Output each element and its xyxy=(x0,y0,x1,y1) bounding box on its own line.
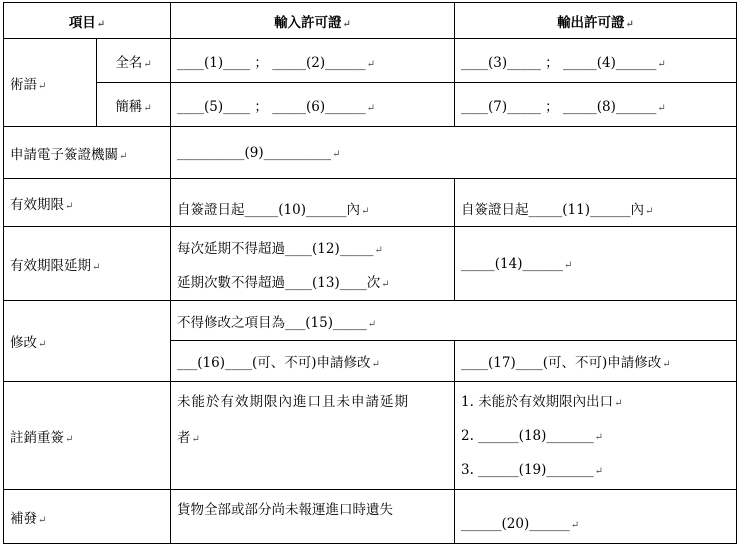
extension-export: _____(14)______↵ xyxy=(455,227,737,301)
abbr-export: ____(7)_____ ； _____(8)______↵ xyxy=(455,83,737,127)
cancel-export xyxy=(455,382,737,490)
cancel-export-item-1: 1. 未能於有效期限內出口↵ xyxy=(461,394,623,410)
amend-line1: 不得修改之項目為___(15)_____↵ xyxy=(171,301,737,341)
cancel-import-line2: 者↵ xyxy=(177,430,200,446)
header-row xyxy=(4,3,737,39)
cancel-label: 註銷重簽↵ xyxy=(4,382,171,490)
row-agency xyxy=(4,127,737,179)
reissue-label: 補發↵ xyxy=(4,490,171,544)
header-export: 輸出許可證↵ xyxy=(455,3,737,39)
fullname-label: 全名↵ xyxy=(97,39,171,83)
extension-import xyxy=(171,227,455,301)
reissue-import: 貨物全部或部分尚未報運進口時遺失 xyxy=(171,490,455,544)
cancel-export-item-3: 3. ______(19)_______↵ xyxy=(461,462,604,478)
row-fullname xyxy=(4,39,737,83)
header-import: 輸入許可證↵ xyxy=(171,3,455,39)
row-abbr xyxy=(4,83,737,127)
agency-label: 申請電子簽證機關↵ xyxy=(4,127,171,179)
row-extension xyxy=(4,227,737,301)
row-reissue xyxy=(4,490,737,544)
validity-import: 自簽證日起_____(10)______內↵ xyxy=(171,179,455,227)
validity-export: 自簽證日起_____(11)______內↵ xyxy=(455,179,737,227)
cancel-export-item-2: 2. ______(18)_______↵ xyxy=(461,428,604,444)
fullname-export: ____(3)_____ ； _____(4)______↵ xyxy=(455,39,737,83)
agency-value: __________(9)__________↵ xyxy=(171,127,737,179)
extension-import-line1: 每次延期不得超過____(12)_____↵ xyxy=(177,240,383,257)
abbr-label: 簡稱↵ xyxy=(97,83,171,127)
cancel-import xyxy=(171,382,455,490)
header-item: 項目↵ xyxy=(4,3,171,39)
abbr-import: ____(5)____ ； _____(6)______↵ xyxy=(171,83,455,127)
extension-import-line2: 延期次數不得超過____(13)____次↵ xyxy=(177,274,390,291)
row-cancel xyxy=(4,382,737,490)
amend-label: 修改↵ xyxy=(4,301,171,382)
cancel-import-line1: 未能於有效期限內進口且未申請延期 xyxy=(177,394,410,410)
extension-label: 有效期限延期↵ xyxy=(4,227,171,301)
reissue-export: ______(20)______↵ xyxy=(455,490,737,544)
row-validity xyxy=(4,179,737,227)
terms-label: 術語↵ xyxy=(4,39,97,127)
amend-import: ___(16)____(可、不可)申請修改↵ xyxy=(171,341,455,382)
permit-comparison-table xyxy=(3,2,737,544)
amend-export: ____(17)____(可、不可)申請修改↵ xyxy=(455,341,737,382)
row-amend-1 xyxy=(4,301,737,341)
validity-label: 有效期限↵ xyxy=(4,179,171,227)
fullname-import: ____(1)____ ； _____(2)______↵ xyxy=(171,39,455,83)
